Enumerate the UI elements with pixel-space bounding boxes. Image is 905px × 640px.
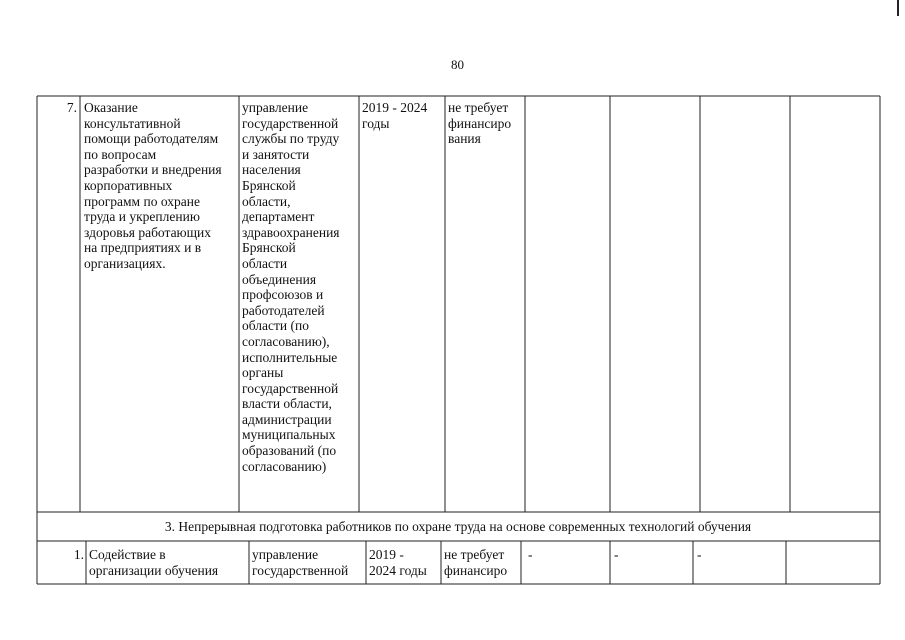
row-1-event: Содействие в организации обучения [89, 547, 219, 578]
row-1-executor: управление государственной [252, 547, 349, 578]
row-1-period: 2019 - 2024 годы [369, 547, 427, 578]
row-7-period: 2019 - 2024 годы [362, 100, 428, 131]
section-3-heading: 3. Непрерывная подготовка работников по охране труда на основе современных технологий обучения [164, 519, 752, 534]
row-1-col6: - [614, 547, 619, 562]
row-7-executor: управление государственной службы по труду и занятости населения Брянской области, департамент здравоохранения Брянской области объединения профсоюзов и работодателей области (по согласованию), исполнительные органы государственной власти области, администрации муниципальных образований (по согласованию) [242, 100, 340, 474]
row-7-financing: не требует финансиро вания [448, 100, 512, 147]
row-1-number: 1. [73, 547, 84, 562]
row-1-col5: - [528, 547, 533, 562]
row-1-col7: - [697, 547, 702, 562]
row-1-financing: не требует финансиро [444, 547, 508, 578]
row-7-number: 7. [66, 100, 77, 115]
page-number: 80 [451, 57, 464, 72]
row-7-event: Оказание консультативной помощи работодателям по вопросам разработки и внедрения корпоративных программ по охране труда и укреплению здоровья работающих на предприятиях и в организациях. [84, 100, 222, 271]
